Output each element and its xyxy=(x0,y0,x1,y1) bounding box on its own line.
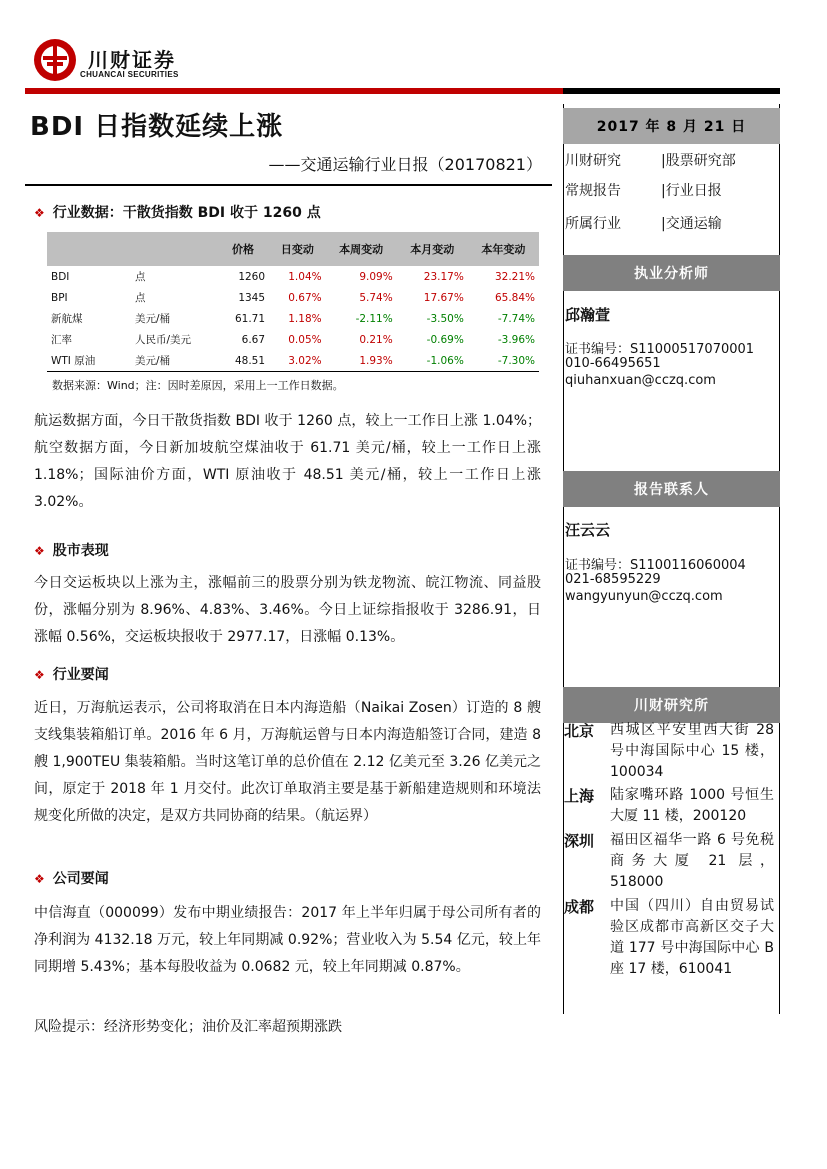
row-year: 65.84% xyxy=(494,291,535,304)
header-year: 本年变动 xyxy=(468,232,539,266)
row-price: 48.51 xyxy=(234,354,266,367)
header-rule-dark xyxy=(563,88,780,94)
market-data-table xyxy=(47,232,539,371)
header-price: 价格 xyxy=(217,232,269,266)
row-year: 32.21% xyxy=(494,270,535,283)
office-shenzhen xyxy=(564,830,780,893)
institute-header: 川财研究所 xyxy=(563,687,780,723)
office-chengdu xyxy=(564,896,780,980)
section-company-news xyxy=(34,868,109,888)
chuancai-logo-icon xyxy=(33,38,77,82)
office-city: 北京 xyxy=(564,722,595,740)
title-divider xyxy=(25,184,552,186)
report-subtitle: ——交通运输行业日报（20170821） xyxy=(268,155,542,174)
section-title: 公司要闻 xyxy=(52,871,109,887)
row-unit: 美元/桶 xyxy=(135,355,171,367)
table-source-note: 数据来源：Wind；注：因时差原因，采用上一工作日数据。 xyxy=(52,379,344,392)
diamond-bullet-icon: ❖ xyxy=(34,668,45,682)
row-price: 1345 xyxy=(238,291,266,304)
row-month: 17.67% xyxy=(423,291,464,304)
paragraph-company-news: 中信海直（000099）发布中期业绩报告：2017 年上半年归属于母公司所有者的净利润为 4132.18 万元，较上年同期减 0.92%；营业收入为 5.54 亿元，较上年同期增 5.43%；基本每股收益为 0.0682 元，较上年同期减 0.87%。 xyxy=(34,905,541,975)
row-name: WTI 原油 xyxy=(51,355,96,367)
row-month: -0.69% xyxy=(426,333,464,346)
row-month: -3.50% xyxy=(426,312,464,325)
header-day: 日变动 xyxy=(269,232,326,266)
table-bottom-rule xyxy=(47,371,539,372)
meta-value: |行业日报 xyxy=(661,183,722,199)
meta-key: 所属行业 xyxy=(565,216,621,232)
analyst-header: 执业分析师 xyxy=(563,255,780,291)
contact-cert: 证书编号：S1100116060004 xyxy=(565,558,746,573)
row-price: 6.67 xyxy=(241,333,266,346)
row-name: 汇率 xyxy=(51,334,72,346)
office-beijing xyxy=(564,720,780,783)
office-address: 中国（四川）自由贸易试验区成都市高新区交子大道 177 号中海国际中心 B 座 17 楼，610041 xyxy=(610,898,774,977)
meta-value: |交通运输 xyxy=(661,216,722,232)
office-address: 西城区平安里西大街 28 号中海国际中心 15 楼，100034 xyxy=(610,722,774,780)
paragraph-industry-data: 航运数据方面，今日干散货指数 BDI 收于 1260 点，较上一工作日上涨 1.04%；航空数据方面，今日新加坡航空煤油收于 61.71 美元/桶，较上一工作日上涨 1.18%；国际油价方面，WTI 原油收于 48.51 美元/桶，较上一工作日上涨 3.02%。 xyxy=(34,413,541,510)
meta-row xyxy=(565,213,722,233)
diamond-bullet-icon: ❖ xyxy=(34,544,45,558)
header-week: 本周变动 xyxy=(326,232,397,266)
office-address: 福田区福华一路 6 号免税商务大厦 21 层，518000 xyxy=(610,832,774,890)
row-year: -3.96% xyxy=(497,333,535,346)
office-city: 上海 xyxy=(564,787,595,805)
section-title: 股市表现 xyxy=(52,543,109,559)
section-market xyxy=(34,540,109,560)
office-shanghai xyxy=(564,785,780,827)
office-city: 成都 xyxy=(564,898,595,916)
row-unit: 点 xyxy=(135,292,146,304)
contact-email: wangyunyun@cczq.com xyxy=(565,589,723,604)
report-title: BDI 日指数延续上涨 xyxy=(30,112,284,142)
header-month: 本月变动 xyxy=(397,232,468,266)
analyst-email: qiuhanxuan@cczq.com xyxy=(565,373,716,388)
row-week: -2.11% xyxy=(355,312,393,325)
section-title: 行业要闻 xyxy=(52,667,109,683)
paragraph-market: 今日交运板块以上涨为主，涨幅前三的股票分别为铁龙物流、皖江物流、同益股份，涨幅分别为 8.96%、4.83%、3.46%。今日上证综指报收于 3286.91，日涨幅 0.56%，交运板块报收于 2977.17，日涨幅 0.13%。 xyxy=(34,575,541,645)
table-row xyxy=(47,350,539,371)
diamond-bullet-icon: ❖ xyxy=(34,206,45,220)
table-header-row xyxy=(47,232,539,266)
row-week: 5.74% xyxy=(359,291,393,304)
row-day: 1.04% xyxy=(288,270,322,283)
row-day: 1.18% xyxy=(288,312,322,325)
row-name: BDI xyxy=(51,270,70,283)
row-month: 23.17% xyxy=(423,270,464,283)
header-blank xyxy=(47,232,131,266)
row-week: 1.93% xyxy=(359,354,393,367)
meta-row xyxy=(565,180,722,200)
row-month: -1.06% xyxy=(426,354,464,367)
paragraph-industry-news: 近日，万海航运表示，公司将取消在日本内海造船（Naikai Zosen）订造的 8 艘支线集装箱船订单。2016 年 6 月，万海航运曾与日本内海造船签订合同，建造 8 艘 1,900TEU 集装箱船。当时这笔订单的总价值在 2.12 亿美元至 3.26 亿美元之间，原定于 2018 年 1 月交付。此次订单取消主要是基于新船建造规则和环境法规变化所做的决定，是双方共同协商的结果。（航运界） xyxy=(34,700,541,824)
row-price: 1260 xyxy=(238,270,266,283)
contact-phone: 021-68595229 xyxy=(565,572,661,587)
table-row xyxy=(47,329,539,350)
row-year: -7.30% xyxy=(497,354,535,367)
row-day: 0.67% xyxy=(288,291,322,304)
meta-key: 常规报告 xyxy=(565,183,621,199)
table-row xyxy=(47,287,539,308)
row-day: 0.05% xyxy=(288,333,322,346)
section-title: 行业数据：干散货指数 BDI 收于 1260 点 xyxy=(52,205,321,221)
table-row xyxy=(47,266,539,287)
meta-row xyxy=(565,150,736,170)
row-name: 新航煤 xyxy=(51,313,83,325)
contact-name: 汪云云 xyxy=(565,521,611,539)
header-blank xyxy=(131,232,217,266)
row-week: 0.21% xyxy=(359,333,393,346)
section-industry-data xyxy=(34,202,321,222)
row-unit: 点 xyxy=(135,271,146,283)
meta-value: |股票研究部 xyxy=(661,153,736,169)
analyst-cert: 证书编号：S1100051707000​1 xyxy=(565,342,755,357)
office-city: 深圳 xyxy=(564,832,595,850)
brand-name: 川财证券 xyxy=(88,48,176,72)
brand-name-en: CHUANCAI SECURITIES xyxy=(80,70,179,79)
office-address: 陆家嘴环路 1000 号恒生大厦 11 楼，200120 xyxy=(610,787,774,824)
row-unit: 美元/桶 xyxy=(135,313,171,325)
analyst-phone: 010-66495651 xyxy=(565,356,661,371)
row-name: BPI xyxy=(51,291,68,304)
contact-header: 报告联系人 xyxy=(563,471,780,507)
row-week: 9.09% xyxy=(359,270,393,283)
row-year: -7.74% xyxy=(497,312,535,325)
row-price: 61.71 xyxy=(234,312,266,325)
meta-key: 川财研究 xyxy=(565,153,621,169)
diamond-bullet-icon: ❖ xyxy=(34,872,45,886)
section-industry-news xyxy=(34,664,109,684)
row-day: 3.02% xyxy=(288,354,322,367)
row-unit: 人民币/美元 xyxy=(135,334,192,346)
analyst-name: 邱瀚萱 xyxy=(565,306,611,324)
risk-warning: 风险提示：经济形势变化；油价及汇率超预期涨跌 xyxy=(34,1019,342,1035)
report-date: 2017 年 8 月 21 日 xyxy=(563,108,780,144)
table-row xyxy=(47,308,539,329)
